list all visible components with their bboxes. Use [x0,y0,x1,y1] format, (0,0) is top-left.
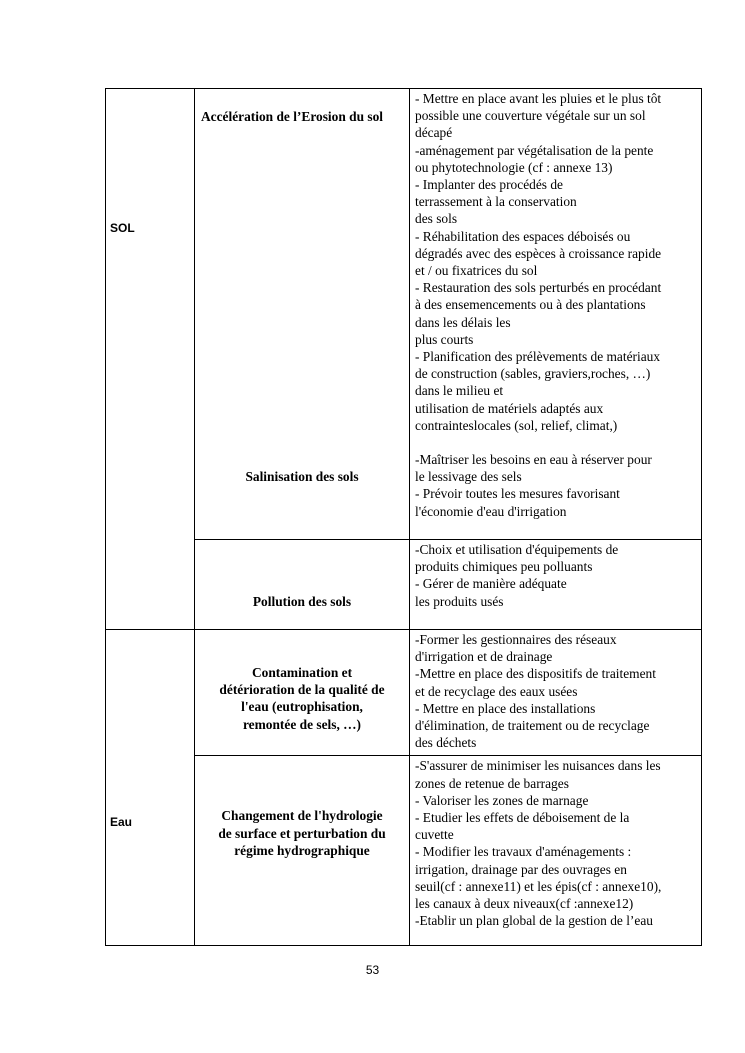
impact-line: régime hydrographique [234,842,370,858]
measure-line: dans le milieu et [415,383,504,399]
measure-line: - Réhabilitation des espaces déboisés ou [415,228,631,244]
measure-line: dégradés avec des espèces à croissance rapide [415,245,662,261]
measure-line: de construction (sables, graviers,roches, …) [415,366,651,382]
measure-line: - Valoriser les zones de marnage [415,792,589,808]
category-label: SOL [110,221,135,235]
measure-line: -Choix et utilisation d'équipements de [415,542,619,557]
category-label: Eau [110,814,133,829]
measure-line: - Planification des prélèvements de matériaux [415,349,661,365]
measure-line: - Implanter des procédés de [415,177,563,193]
measure-line: ou phytotechnologie (cf : annexe 13) [415,159,613,175]
category-eau [106,630,195,946]
impact-cell [195,540,410,630]
measure-line: - Etudier les effets de déboisement de la [415,810,630,826]
measure-line: - Restauration des sols perturbés en procédant [415,280,662,296]
measure-line: - Modifier les travaux d'aménagements : [415,844,632,860]
table-row [106,756,702,946]
measures-cell [410,89,702,540]
measure-line: zones de retenue de barrages [415,775,569,791]
impact-line: remontée de sels, …) [242,716,361,732]
measure-line: possible une couverture végétale sur un sol [415,108,646,124]
measure-line: -aménagement par végétalisation de la pente [415,142,654,158]
measure-line: irrigation, drainage par des ouvrages en [415,861,627,877]
measure-line: -S'assurer de minimiser les nuisances dans les [415,758,661,774]
measure-line: décapé [415,125,453,141]
measure-line: et / ou fixatrices du sol [415,263,538,279]
measure-line: des déchets [415,735,477,751]
measure-line: et de recyclage des eaux usées [415,683,578,699]
measure-line: - Mettre en place des installations [415,700,596,716]
measure-line: terrassement à la conservation [415,194,577,210]
impact-line: de surface et perturbation du [218,825,386,841]
impact-cell [195,756,410,946]
measures-cell [410,630,702,756]
measure-line: dans les délais les [415,314,511,330]
table-row [106,540,702,630]
impact-line: l'eau (eutrophisation, [241,699,363,715]
measure-line: l'économie d'eau d'irrigation [415,503,567,519]
measure-line: - Mettre en place avant les pluies et le plus tôt [415,91,662,106]
measure-line: -Maîtriser les besoins en eau à réserver pour [415,452,652,468]
measures-cell [410,756,702,946]
measures-list [415,541,697,610]
measure-line: utilisation de matériels adaptés aux [415,400,604,416]
impact-cell [195,89,410,540]
impact-cell [195,630,410,756]
impact-pollution: Pollution des sols [252,593,352,609]
measure-line: - Gérer de manière adéquate [415,576,567,592]
impact-line: Changement de l'hydrologie [221,808,383,824]
measure-line: à des ensemencements ou à des plantations [415,297,646,313]
measure-line: cuvette [415,827,454,843]
measure-line: d'irrigation et de drainage [415,649,553,665]
measure-line: seuil(cf : annexe11) et les épis(cf : annexe10), [415,878,662,894]
measure-line: -Mettre en place des dispositifs de traitement [415,666,656,682]
measures-cell [410,540,702,630]
measures-list [415,631,697,751]
impact-line: détérioration de la qualité de [219,682,385,698]
environmental-measures-table [105,88,702,946]
impact-erosion: Accélération de l’Erosion du sol [201,109,384,124]
measure-line: plus courts [415,331,474,347]
measure-line: - Prévoir toutes les mesures favorisant [415,486,620,502]
category-sol [106,89,195,630]
measure-line: d'élimination, de traitement ou de recyclage [415,718,650,734]
measure-line: -Etablir un plan global de la gestion de l’eau [415,913,653,929]
measure-line: le lessivage des sels [415,469,522,485]
page-number: 53 [365,963,380,977]
impact-line: Contamination et [251,665,353,680]
table-row [106,630,702,756]
measure-line: les produits usés [415,593,504,609]
measure-line: contrainteslocales (sol, relief, climat,) [415,417,618,433]
measures-list [415,757,697,929]
measure-line: les canaux à deux niveaux(cf :annexe12) [415,896,634,912]
measures-list [415,90,697,520]
impact-salinisation: Salinisation des sols [245,469,359,484]
measure-line: produits chimiques peu polluants [415,559,593,575]
measure-line: des sols [415,211,458,227]
measure-line [415,434,697,451]
impact-contamination [195,664,409,733]
impact-hydrologie [195,807,409,859]
measure-line: -Former les gestionnaires des réseaux [415,632,617,647]
table-row [106,89,702,540]
